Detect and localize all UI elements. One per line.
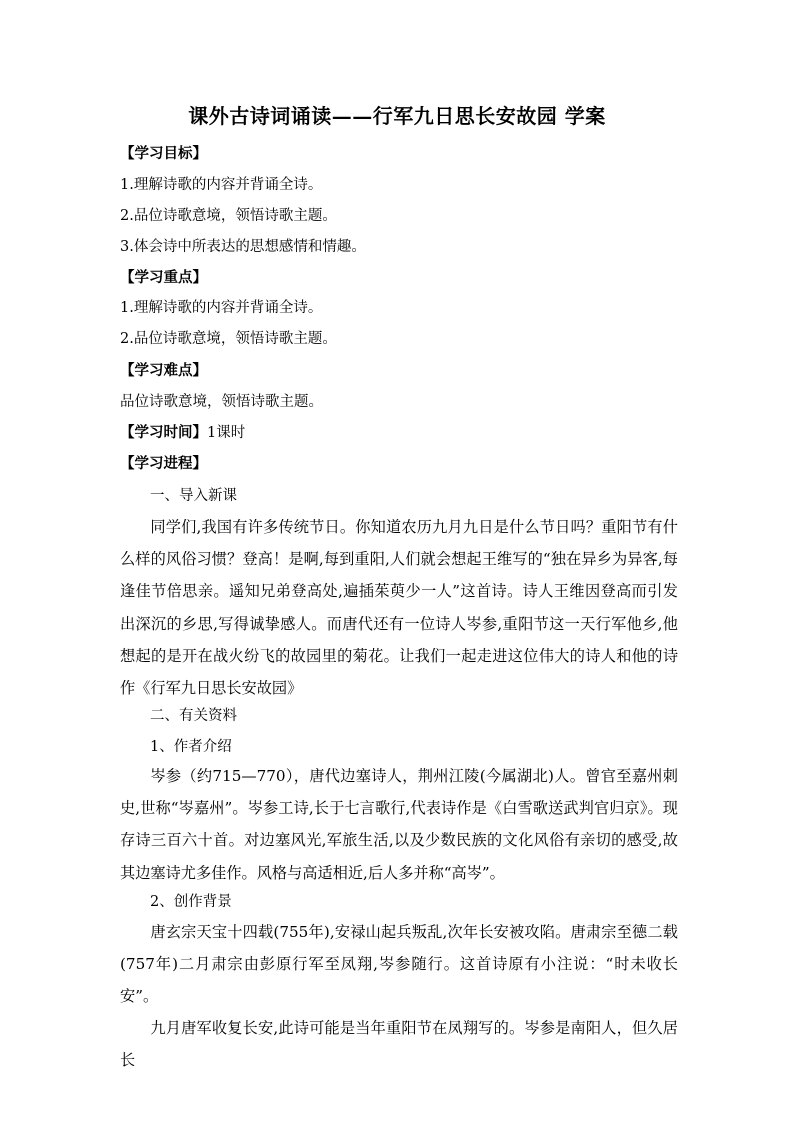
objective-item: 1.理解诗歌的内容并背诵全诗。 <box>120 177 323 193</box>
difficulties-heading: 【学习难点】 <box>120 362 207 379</box>
background-paragraph: 唐玄宗天宝十四载(755年),安禄山起兵叛乱,次年长安被攻陷。唐肃宗至德二载(757年)二月肃宗由彭原行军至凤翔,岑参随行。这首诗原有小注说：“时未收长安”。 <box>120 923 678 1006</box>
author-paragraph: 岑参（约715—770），唐代边塞诗人，荆州江陵(今属湖北)人。曾官至嘉州刺史,世称“岑嘉州”。岑参工诗,长于七言歌行,代表诗作是《白雪歌送武判官归京》。现存诗三百六十首。对边塞风光,军旅生活,以及少数民族的文化风俗有亲切的感受,故其边塞诗尤多佳作。风格与高适相近,后人多并称“高岑”。 <box>120 767 678 882</box>
key-points-heading: 【学习重点】 <box>120 269 207 286</box>
time-value: 1课时 <box>207 425 246 441</box>
intro-heading: 一、导入新课 <box>150 488 237 504</box>
materials-heading: 二、有关资料 <box>150 708 237 724</box>
key-point-item: 2.品位诗歌意境，领悟诗歌主题。 <box>120 331 337 347</box>
objective-item: 3.体会诗中所表达的思想感情和情趣。 <box>120 239 366 255</box>
author-heading: 1、作者介绍 <box>150 739 232 755</box>
background-heading: 2、创作背景 <box>150 894 232 910</box>
time-heading: 【学习时间】 <box>120 424 207 441</box>
background-paragraph-continued: 九月唐军收复长安,此诗可能是当年重阳节在凤翔写的。岑参是南阳人，但久居长 <box>120 1019 678 1070</box>
intro-paragraph: 同学们,我国有许多传统节日。你知道农历九月九日是什么节日吗？重阳节有什么样的风俗习惯？登高！是啊,每到重阳,人们就会想起王维写的“独在异乡为异客,每逢佳节倍思亲。遥知兄弟登高处,遍插茱萸少一人”这首诗。诗人王维因登高而引发出深沉的乡思,写得诚挚感人。而唐代还有一位诗人岑参,重阳节这一天行军他乡,他想起的是开在战火纷飞的故园里的菊花。让我们一起走进这位伟大的诗人和他的诗作《行军九日思长安故园》 <box>120 518 678 698</box>
page-title: 课外古诗词诵读——行军九日思长安故园 学案 <box>188 104 606 128</box>
objective-item: 2.品位诗歌意境，领悟诗歌主题。 <box>120 208 337 224</box>
study-time-row <box>120 423 245 443</box>
process-heading: 【学习进程】 <box>120 455 207 472</box>
objectives-heading: 【学习目标】 <box>120 145 207 162</box>
key-point-item: 1.理解诗歌的内容并背诵全诗。 <box>120 300 323 316</box>
difficulty-text: 品位诗歌意境，领悟诗歌主题。 <box>120 394 323 410</box>
